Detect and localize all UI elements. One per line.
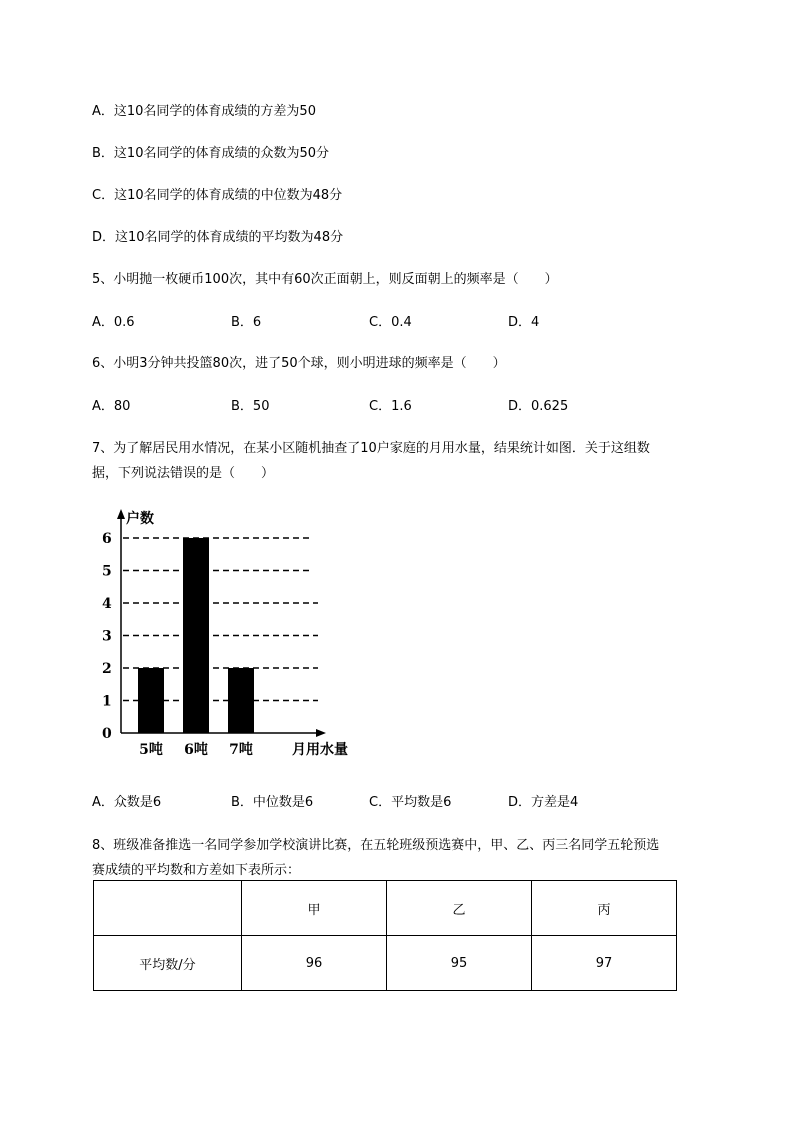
q7-option-c: C．平均数是6 (369, 795, 452, 810)
q5-option-d: D．4 (508, 315, 540, 330)
q4-option-b: B．这10名同学的体育成绩的众数为50分 (92, 146, 330, 161)
q5-option-b: B．6 (231, 315, 262, 330)
table-cell: 平均数/分 (94, 936, 242, 991)
q6-option-a: A．80 (92, 399, 131, 414)
q6-option-b: B．50 (231, 399, 270, 414)
y-tick-label: 1 (102, 693, 112, 710)
q7-option-b: B．中位数是6 (231, 795, 314, 810)
y-tick-labels (102, 531, 112, 742)
table-cell: 96 (242, 936, 387, 991)
x-tick-label: 5吨 (139, 742, 163, 758)
y-axis-arrow (117, 509, 125, 519)
x-tick-label: 6吨 (184, 742, 208, 758)
q7-option-a: A．众数是6 (92, 795, 162, 810)
table-header-row (94, 881, 677, 936)
q7-option-d: D．方差是4 (508, 795, 579, 810)
q4-option-a: A．这10名同学的体育成绩的方差为50 (92, 104, 316, 119)
table-cell: 95 (387, 936, 532, 991)
x-axis-label: 月用水量 (292, 742, 348, 758)
q4-option-c: C．这10名同学的体育成绩的中位数为48分 (92, 188, 343, 203)
y-tick-label: 0 (102, 726, 112, 742)
bar-7吨 (228, 668, 254, 733)
table-cell: 97 (532, 936, 677, 991)
table-header-cell: 丙 (532, 881, 677, 936)
y-tick-label: 6 (102, 531, 112, 547)
table-header-cell: 甲 (242, 881, 387, 936)
q6-option-c: C．1.6 (369, 399, 412, 414)
q8-stats-table (93, 880, 677, 991)
table-header-cell (94, 881, 242, 936)
table-header-cell: 乙 (387, 881, 532, 936)
q8-stem-line1: 8、班级准备推选一名同学参加学校演讲比赛，在五轮班级预选赛中，甲、乙、丙三名同学五轮预选 (92, 838, 660, 853)
x-axis-arrow (316, 729, 326, 737)
q4-option-d: D．这10名同学的体育成绩的平均数为48分 (92, 230, 344, 245)
bar-5吨 (138, 668, 164, 733)
q5-option-c: C．0.4 (369, 315, 412, 330)
y-tick-label: 5 (102, 563, 112, 580)
table-row (94, 936, 677, 991)
x-tick-label: 7吨 (229, 742, 253, 758)
q7-stem-line2: 据，下列说法错误的是（ ） (92, 466, 275, 481)
y-tick-label: 3 (102, 628, 112, 645)
q6-stem: 6、小明3分钟共投篮80次，进了50个球，则小明进球的频率是（ ） (92, 356, 506, 371)
y-tick-label: 2 (102, 661, 112, 677)
y-axis-label: 户数 (126, 511, 154, 527)
q5-option-a: A．0.6 (92, 315, 135, 330)
q6-option-d: D．0.625 (508, 399, 569, 414)
q7-stem-line1: 7、为了解居民用水情况，在某小区随机抽查了10户家庭的月用水量，结果统计如图．关于这组数 (92, 441, 650, 456)
bar-6吨 (183, 538, 209, 733)
q8-stem-line2: 赛成绩的平均数和方差如下表所示： (92, 863, 301, 878)
x-tick-labels (139, 742, 253, 758)
q5-stem: 5、小明抛一枚硬币100次，其中有60次正面朝上，则反面朝上的频率是（ ） (92, 272, 558, 287)
y-tick-label: 4 (102, 596, 112, 612)
water-usage-bar-chart (90, 505, 370, 770)
